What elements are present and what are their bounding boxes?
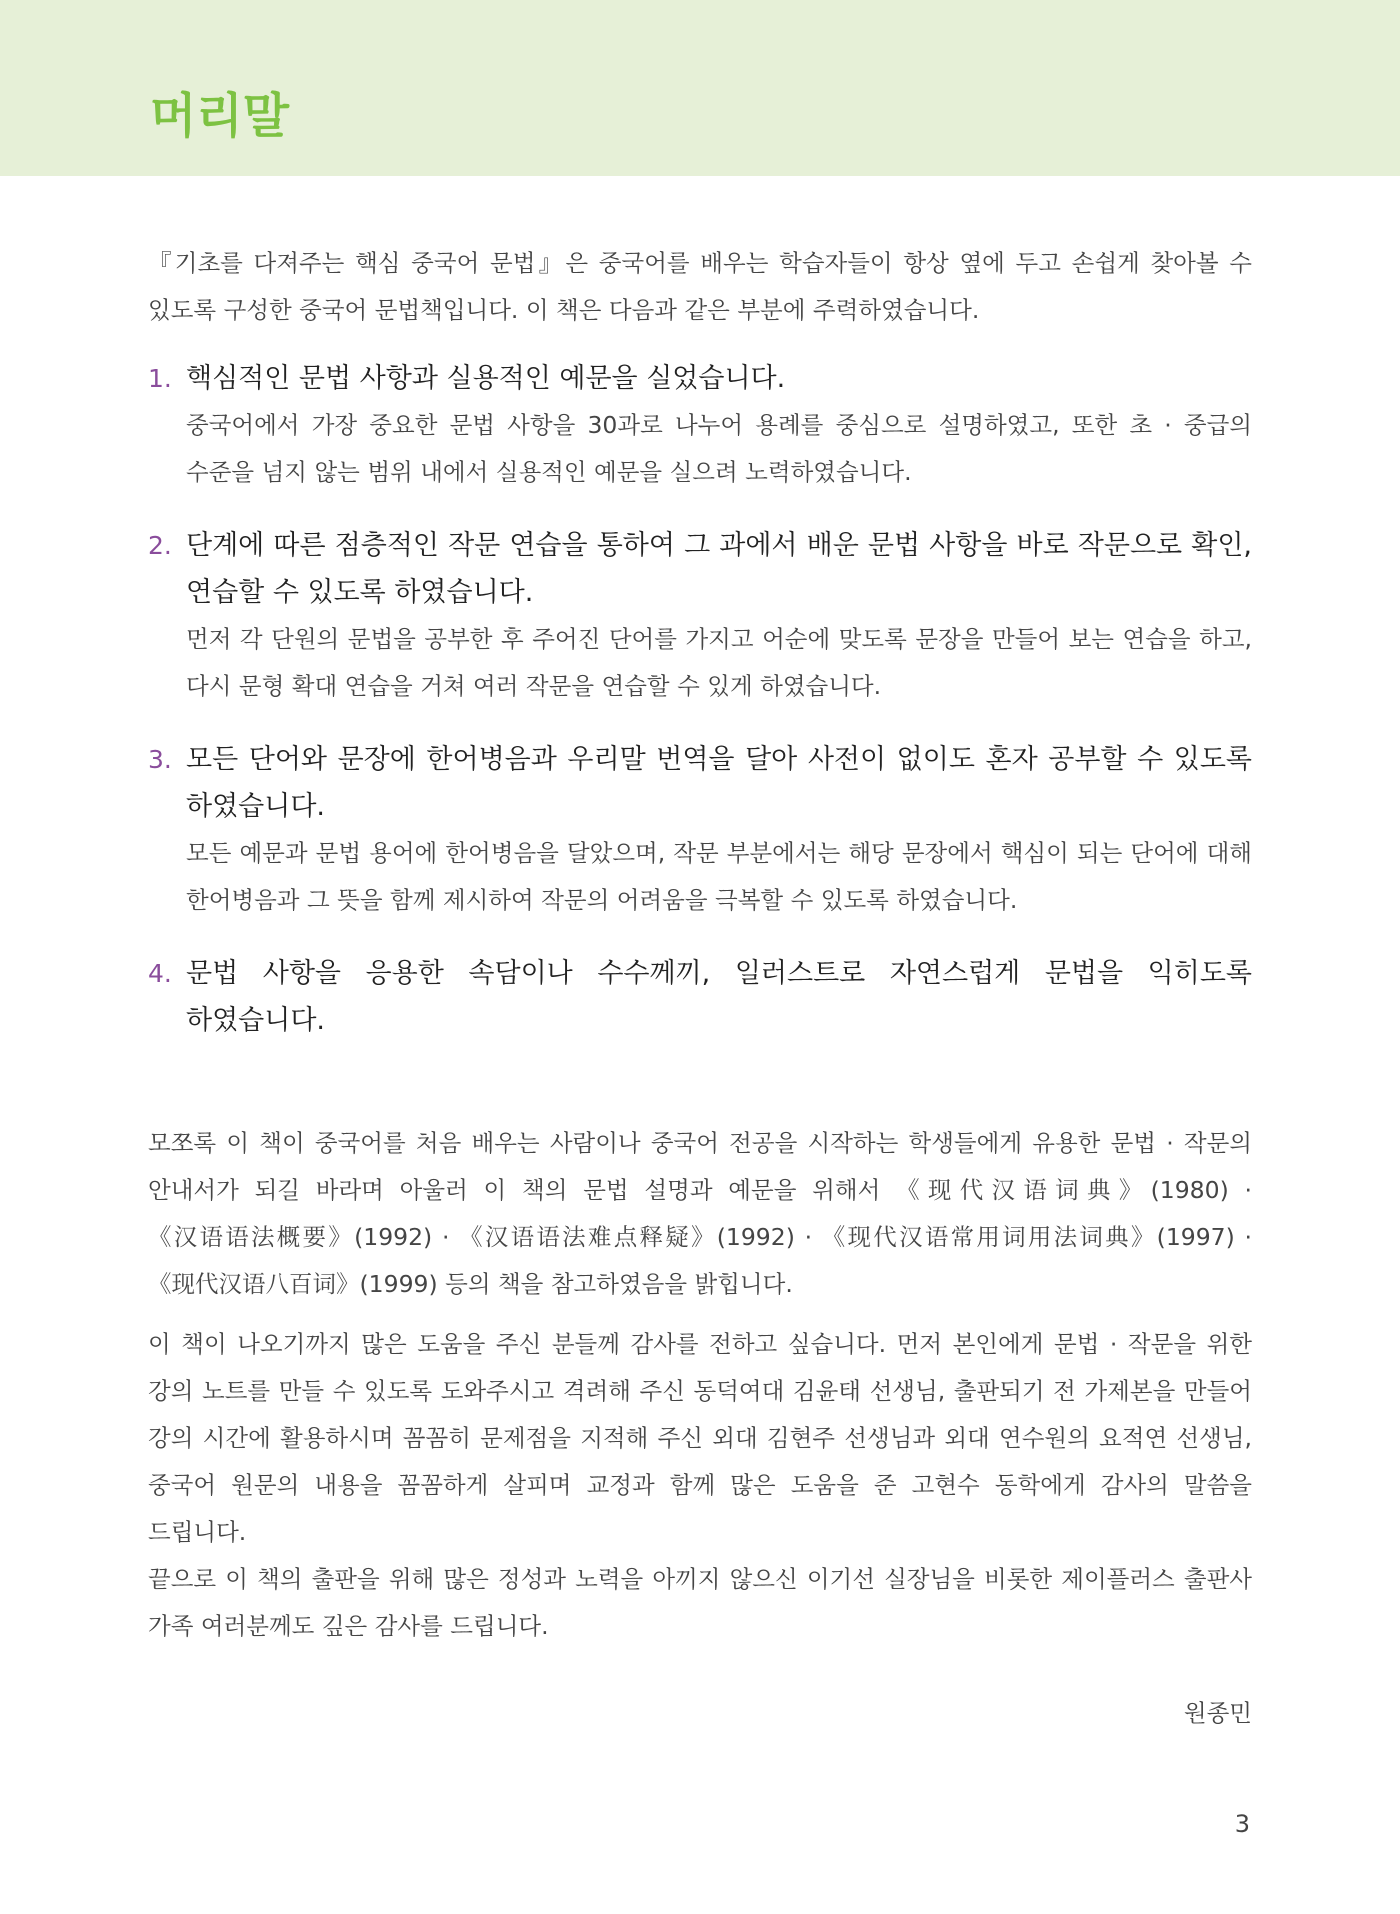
page-title: 머리말 <box>150 88 290 144</box>
list-item-number: 3. <box>148 745 172 774</box>
list-item <box>148 355 1252 496</box>
header-band <box>0 0 1400 176</box>
preface-body <box>148 240 1252 1737</box>
list-item <box>148 522 1252 710</box>
closing-paragraph-thanks: 이 책이 나오기까지 많은 도움을 주신 분들께 감사를 전하고 싶습니다. 먼저 본인에게 문법 · 작문을 위한 강의 노트를 만들 수 있도록 도와주시고 격려해 주신 동덕여대 김윤태 선생님, 출판되기 전 가제본을 만들어 강의 시간에 활용하시며 꼼꼼히 문제점을 지적해 주신 외대 김현주 선생님과 외대 연수원의 요적연 선생님, 중국어 원문의 내용을 꼼꼼하게 살피며 교정과 함께 많은 도움을 준 고현수 동학에게 감사의 말씀을 드립니다. <box>148 1330 1252 1546</box>
list-item-heading: 문법 사항을 응용한 속담이나 수수께끼, 일러스트로 자연스럽게 문법을 익히도록 하였습니다. <box>186 958 1252 1036</box>
list-item-description: 먼저 각 단원의 문법을 공부한 후 주어진 단어를 가지고 어순에 맞도록 문장을 만들어 보는 연습을 하고, 다시 문형 확대 연습을 거쳐 여러 작문을 연습할 수 있게 하였습니다. <box>186 625 1252 700</box>
closing-paragraph-publisher: 끝으로 이 책의 출판을 위해 많은 정성과 노력을 아끼지 않으신 이기선 실장님을 비롯한 제이플러스 출판사 가족 여러분께도 깊은 감사를 드립니다. <box>148 1565 1252 1640</box>
author-signature: 원종민 <box>1183 1699 1252 1727</box>
page-number: 3 <box>1234 1810 1250 1838</box>
intro-paragraph: 『기초를 다져주는 핵심 중국어 문법』은 중국어를 배우는 학습자들이 항상 옆에 두고 손쉽게 찾아볼 수 있도록 구성한 중국어 문법책입니다. 이 책은 다음과 같은 부분에 주력하였습니다. <box>148 249 1252 324</box>
closing-paragraph-references: 모쪼록 이 책이 중국어를 처음 배우는 사람이나 중국어 전공을 시작하는 학생들에게 유용한 문법 · 작문의 안내서가 되길 바라며 아울러 이 책의 문법 설명과 예문을 위해서 《现代汉语词典》(1980) · 《汉语语法概要》(1992) · 《汉语语法难点释疑》(1992) · 《现代汉语常用词用法词典》(1997) · 《现代汉语八百词》(1999) 등의 책을 참고하였음을 밝힙니다. <box>148 1129 1252 1298</box>
list-item-number: 1. <box>148 364 172 393</box>
list-item <box>148 736 1252 924</box>
list-item-heading: 단계에 따른 점층적인 작문 연습을 통하여 그 과에서 배운 문법 사항을 바로 작문으로 확인, 연습할 수 있도록 하였습니다. <box>186 530 1252 608</box>
list-item-description: 중국어에서 가장 중요한 문법 사항을 30과로 나누어 용례를 중심으로 설명하였고, 또한 초 · 중급의 수준을 넘지 않는 범위 내에서 실용적인 예문을 실으려 노력하였습니다. <box>186 411 1252 486</box>
feature-list <box>148 355 1252 1044</box>
list-item <box>148 950 1252 1044</box>
list-item-heading: 핵심적인 문법 사항과 실용적인 예문을 실었습니다. <box>186 363 786 394</box>
list-item-number: 2. <box>148 531 172 560</box>
list-item-heading: 모든 단어와 문장에 한어병음과 우리말 번역을 달아 사전이 없이도 혼자 공부할 수 있도록 하였습니다. <box>186 744 1252 822</box>
list-item-description: 모든 예문과 문법 용어에 한어병음을 달았으며, 작문 부분에서는 해당 문장에서 핵심이 되는 단어에 대해 한어병음과 그 뜻을 함께 제시하여 작문의 어려움을 극복할 수 있도록 하였습니다. <box>186 839 1252 914</box>
paragraph-spacer <box>148 1308 1252 1321</box>
section-spacer <box>148 1044 1252 1120</box>
list-item-number: 4. <box>148 959 172 988</box>
